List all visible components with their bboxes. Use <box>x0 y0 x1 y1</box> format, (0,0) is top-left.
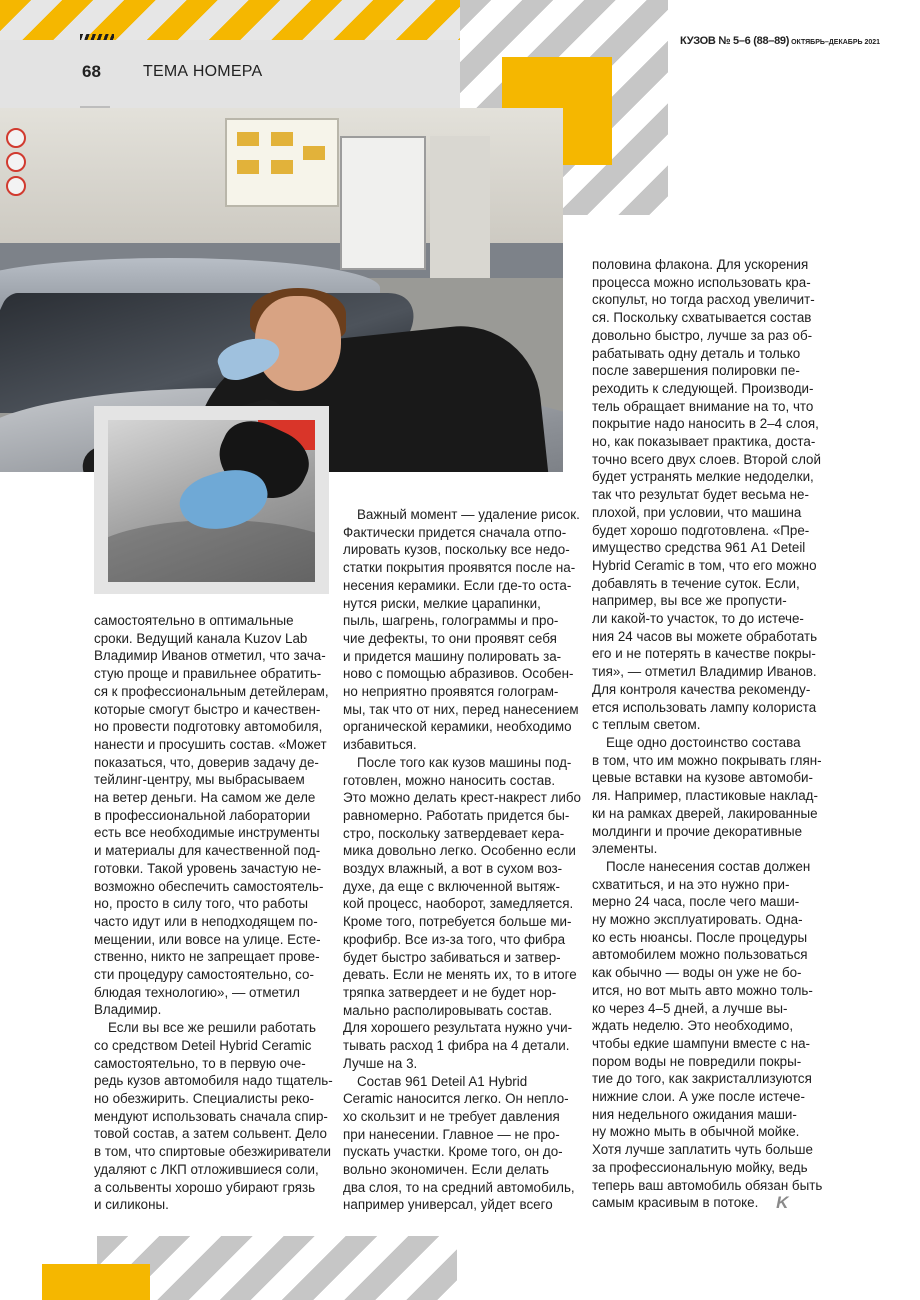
paragraph: После того как кузов машины под- готовлен, можно наносить состав. Это можно делать крест-накрест либо равномерно. Работать придется бы- стро, поскольку затвердевает кера- мика довольно легко. Особенно если воздух влажный, а вот в сухом воз- духе, да еще с включенной вытяж- кой процесс, наоборот, замедляется. Кроме того, потребуется больше ми- крофибр. Все из-за того, что фибра будет быстро забиваться и затвер- девать. Если не менять их, то в итоге тряпка затвердеет и не будет нор- мально располировывать состав. Для хорошего результата нужно учи- тывать расход 1 фибра на 4 детали. Лучше на 3. <box>343 754 582 1071</box>
magazine-issue: КУЗОВ № 5–6 (88–89) <box>680 35 790 47</box>
inset-photo <box>108 420 315 582</box>
text-column-2 <box>343 506 583 1214</box>
header-slashes-decoration <box>80 34 114 40</box>
paragraph-text: После нанесения состав должен схватиться, и на это нужно при- мерно 24 часа, после чего маши- ну можно эксплуатировать. Одна- ко есть нюансы. После процедуры автомобилем можно пользоваться как обычно — воды он уже не бо- ится, но вот мыть авто можно толь- ко через 4–5 дней, а лучше вы- ждать неделю. Это необходимо, чтобы едкие шампуни вместе с на- пором воды не повредили покры- тие до того, как закристаллизуются нижние слои. А уже после истече- ния недельного ожидания маши- ну можно мыть в обычной мойке. Хотя лучше заплатить чуть больше за профессиональную мойку, ведь теперь ваш автомобиль обязан быть самым красивым в потоке. <box>592 858 823 1211</box>
paragraph: самостоятельно в оптимальные сроки. Ведущий канала Kuzov Lab Владимир Иванов отметил, что зача- стую проще и правильнее обратить- ся к профессиональным детейлерам, которые смогут быстро и качествен- но провести подготовку автомобиля, нанести и просушить состав. «Может показаться, что, доверив задачу де- тейлинг-центру, мы выбрасываем на ветер деньги. На самом же деле в профессиональной лаборатории есть все необходимые инструменты и материалы для качественной под- готовки. Такой уровень зачастую не- возможно обеспечить самостоятель- но, просто в силу того, что работы часто идут или в неподходящем по- мещении, или вовсе на улице. Есте- ственно, никто не запрещает прове- сти процедуру самостоятельно, со- блюдая технологию», — отметил Владимир. <box>94 613 329 1018</box>
text-column-3 <box>592 256 832 1212</box>
paragraph-last <box>592 858 832 1212</box>
paragraph: Важный момент — удаление рисок. Фактически придется сначала отпо- лировать кузов, поскольку все недо- статки покрытия проявятся после на- несения керамики. Если где-то оста- нутся риски, мелкие царапинки, пыль, шагрень, голограммы и про- чие дефекты, то они проявят себя и придется машину полировать за- ново с помощью абразивов. Особен- но неприятно проявятся голограм- мы, так что от них, перед нанесением органической керамики, необходимо избавиться. <box>343 507 580 753</box>
paragraph: Если вы все же решили работать со средством Deteil Hybrid Ceramic самостоятельно, то в первую оче- редь кузов автомобиля надо тщатель- но обезжирить. Специалисты реко- мендуют использовать сначала спир- товой состав, а затем сольвент. Дело в том, что спиртовые обезжириватели удаляют с ЛКП отложившиеся соли, а сольвенты хорошо убирают грязь и силиконы. <box>94 1020 333 1213</box>
text-column-1 <box>94 612 339 1214</box>
paragraph: Состав 961 Deteil A1 Hybrid Ceramic наносится легко. Он непло- хо скользит и не требует давления при нанесении. Главное — не про- пускать участки. Кроме того, он до- вольно экономичен. Если делать два слоя, то на средний автомобиль, например универсал, уйдет всего <box>343 1073 575 1213</box>
magazine-info <box>680 31 880 49</box>
paragraph: половина флакона. Для ускорения процесса можно использовать кра- скопульт, но тогда расход увеличит- ся. Поскольку схватывается состав довольно быстро, лучше за раз об- рабатывать одну деталь и только после завершения полировки пе- реходить к следующей. Производи- тель обращает внимание на то, что покрытие надо наносить в 2–4 слоя, но, как показывает практика, доста- точно всего двух слоев. Второй слой будет устранять мелкие недоделки, так что результат будет весьма не- плохой, при условии, что машина будет хорошо подготовлена. «Пре- имущество средства 961 A1 Deteil Hybrid Ceramic в том, что его можно добавлять в течение суток. Если, например, вы все же пропусти- ли какой-то участок, то до истече- ния 24 часов вы можете обработать его и не потерять в качестве покры- тия», — отметил Владимир Иванов. Для контроля качества рекоменду- ется использовать лампу колориста с теплым светом. <box>592 257 821 733</box>
bottom-stripes-decoration <box>97 1236 457 1300</box>
page-number: 68 <box>82 62 101 81</box>
bottom-yellow-block <box>42 1264 150 1300</box>
paragraph: Еще одно достоинство состава в том, что им можно покрывать глян- цевые вставки на кузове автомоби- ля. Например, пластиковые наклад- ки на рамках дверей, лакированные молдинги и прочие декоративные элементы. <box>592 734 822 857</box>
section-title: ТЕМА НОМЕРА <box>143 63 263 80</box>
end-of-article-mark: K <box>776 1193 789 1213</box>
issue-date: ОКТЯБРЬ–ДЕКАБРЬ 2021 <box>791 39 881 46</box>
